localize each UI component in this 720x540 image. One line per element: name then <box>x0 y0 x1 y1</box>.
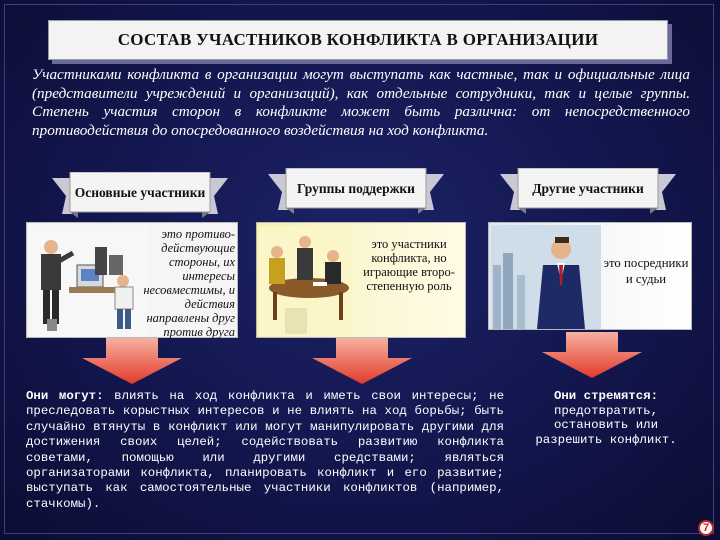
bottom-left-lead: Они могут: <box>26 389 104 403</box>
banner-other-participants <box>500 168 676 218</box>
panel-description: это участники конфликта, но играющие второ-степенную роль <box>363 237 455 293</box>
panel-main-participants <box>26 222 238 338</box>
title-box <box>48 20 668 60</box>
down-arrow-icon <box>310 338 414 386</box>
banner-label: Другие участники <box>532 180 644 196</box>
panel-description: это противо-действующие стороны, их интересы несовместимы, и действия направлены друг против друга <box>143 227 235 339</box>
bottom-right-text <box>520 389 692 447</box>
banner-support-groups <box>268 168 444 218</box>
bottom-right-body: предотвратить, остановить или разрешить конфликт. <box>535 403 677 447</box>
meeting-clipart <box>259 226 353 336</box>
bottom-left-text <box>26 389 504 512</box>
panel-other-participants <box>488 222 692 330</box>
page-title: СОСТАВ УЧАСТНИКОВ КОНФЛИКТА В ОРГАНИЗАЦИИ <box>117 30 599 49</box>
panel-description: это посредники и судьи <box>603 256 689 286</box>
banner-main-participants <box>52 172 228 222</box>
businessman-clipart <box>491 225 601 329</box>
page-number-badge: 7 <box>698 520 714 536</box>
down-arrow-icon <box>80 338 184 386</box>
down-arrow-icon <box>540 332 644 380</box>
panel-support-groups <box>256 222 466 338</box>
bottom-left-body: влиять на ход конфликта и иметь свои интересы; не преследовать корыстных интересов и не влиять на ход борьбы; быть случайно втянуты в конфликт или могут манипулировать другими для достижения своих целей; содействовать развитию конфликта советами, помощью или другими средствами; являться организаторами конфликта, планировать конфликт и его развитие; выступать как самостоятельные участники конфликтов (например, стачкомы). <box>26 389 504 511</box>
banner-label: Основные участники <box>74 184 206 200</box>
banner-label: Группы поддержки <box>297 180 415 196</box>
intro-paragraph: Участниками конфликта в организации могут выступать как частные, так и официальные лица (представители учреждений и организаций), как отдельные сотрудники, так и целые группы. Степень участия сторон в конфликте может быть различна: от непосредственного противодействия до опосредованного воздействия на ход конфликта. <box>32 66 690 139</box>
bottom-right-lead: Они стремятся: <box>553 389 659 403</box>
